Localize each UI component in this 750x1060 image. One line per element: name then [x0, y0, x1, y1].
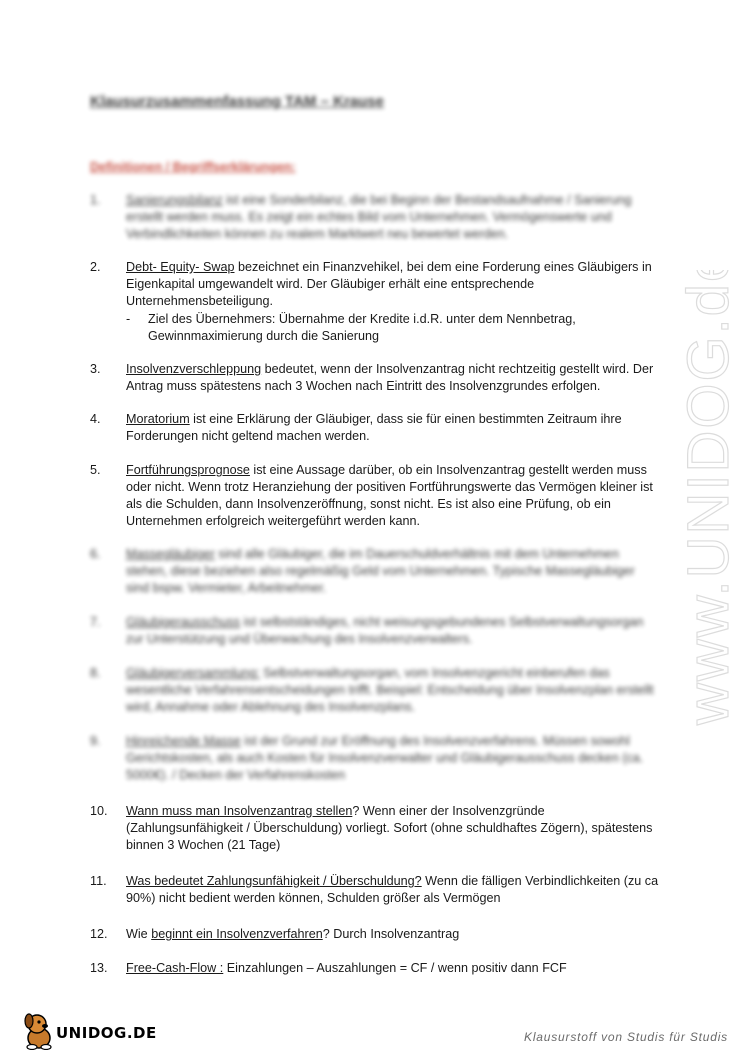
list-item — [90, 960, 660, 977]
list-item — [90, 462, 660, 530]
item-number: 13. — [90, 961, 108, 975]
item-text: ist der Grund zur Eröffnung des Insolvenzverfahrens. Müssen sowohl Gerichtskosten, als auch Kosten für Insolvenzverwalter und Gläubigerausschuss decken (ca. 5000€). / Decken der Verfahrenskosten — [126, 734, 644, 782]
item-term: Was bedeutet Zahlungsunfähigkeit / Überschuldung? — [126, 874, 422, 888]
item-term: Sanierungsbilanz — [126, 193, 223, 207]
item-term: Gläubigerversammlung: — [126, 666, 260, 680]
item-text: ist selbstständiges, nicht weisungsgebundenes Selbstverwaltungsorgan zur Unterstützung und Überwachung des Insolvenzverwalters. — [126, 615, 644, 646]
list-item — [90, 926, 660, 943]
item-text: sind alle Gläubiger, die im Dauerschuldverhältnis mit dem Unternehmen stehen, diese beziehen also regelmäßig Geld vom Unternehmen. Typische Massegläubiger sind bspw. Vermieter, Arbeitnehmer. — [126, 547, 635, 595]
item-term: Debt- Equity- Swap — [126, 260, 235, 274]
item-text: ist eine Sonderbilanz, die bei Beginn der Bestandsaufnahme / Sanierung erstellt werden muss. Es zeigt ein echtes Bild vom Unternehmen. Vermögenswerte und Verbindlichkeiten können zu realem Marktwert neu bewertet werden. — [126, 193, 632, 241]
item-number: 5. — [90, 463, 101, 477]
item-term: Gläubigerausschuss — [126, 615, 241, 629]
item-term: Wann muss man Insolvenzantrag stellen — [126, 804, 353, 818]
item-prefix: Wie — [126, 927, 152, 941]
footer-logo — [22, 1012, 162, 1052]
item-number: 2. — [90, 260, 101, 274]
dog-icon — [22, 1012, 56, 1050]
item-number: 9. — [90, 734, 101, 748]
item-text: bezeichnet ein Finanzvehikel, bei dem eine Forderung eines Gläubigers in Eigenkapital umgewandelt wird. Der Gläubiger erhält eine entsprechende Unternehmensbeteiligung. — [126, 260, 652, 308]
item-number: 12. — [90, 927, 108, 941]
list-item — [90, 665, 660, 716]
item-number: 6. — [90, 547, 101, 561]
item-term: Hinreichende Masse — [126, 734, 241, 748]
dash-bullet: - — [126, 312, 131, 326]
item-number: 8. — [90, 666, 101, 680]
logo-text: UNIDOG.DE — [56, 1024, 157, 1042]
list-item — [90, 192, 660, 243]
item-text: Wenn die fälligen Verbindlichkeiten (zu ca 90%) nicht bedient werden können, Schulden größer als Vermögen — [126, 874, 659, 905]
sub-bullet — [126, 311, 660, 345]
item-term: Moratorium — [126, 412, 190, 426]
footer-tagline: Klausurstoff von Studis für Studis — [524, 1030, 728, 1044]
item-number: 4. — [90, 412, 101, 426]
item-term: Massegläubiger — [126, 547, 215, 561]
item-text: bedeutet, wenn der Insolvenzantrag nicht rechtzeitig gestellt wird. Der Antrag muss spätestens nach 3 Wochen nach Eintritt des Insolvenzgrundes erfolgen. — [126, 362, 654, 393]
item-term: Fortführungsprognose — [126, 463, 250, 477]
item-text: ist eine Erklärung der Gläubiger, dass sie für einen bestimmten Zeitraum ihre Forderungen nicht geltend machen werden. — [126, 412, 622, 443]
item-term: beginnt ein Insolvenzverfahren — [151, 927, 323, 941]
item-text: ist eine Aussage darüber, ob ein Insolvenzantrag gestellt werden muss oder nicht. Wenn trotz Heranziehung der positiven Fortführungswerte das Vermögen kleiner ist als die Schulden, dann Insolvenzeröffnung, sonst nicht. Es ist also eine Prüfung, ob ein Unternehmen erfolgreich weitergeführt werden kann. — [126, 463, 653, 528]
list-item — [90, 411, 660, 445]
item-number: 1. — [90, 193, 101, 207]
item-number: 7. — [90, 615, 101, 629]
item-text: Selbstverwaltungsorgan, vom Insolvenzgericht einberufen das wesentliche Verfahrensentscheidungen trifft. Beispiel: Entscheidung über Insolvenzplan erstellt wird, Annahme oder Ablehnung des Insolvenzplans. — [126, 666, 654, 714]
document-title: Klausurzusammenfassung TAM – Krause — [90, 93, 384, 110]
list-item — [90, 873, 660, 907]
list-item — [90, 614, 660, 648]
list-item — [90, 803, 660, 854]
watermark-text: www.UNIDOG.de — [676, 270, 741, 725]
list-item — [90, 546, 660, 597]
item-text: ? Durch Insolvenzantrag — [322, 927, 460, 941]
sub-bullet-text: Ziel des Übernehmers: Übernahme der Kredite i.d.R. unter dem Nennbetrag, Gewinnmaximierung durch die Sanierung — [148, 312, 576, 343]
item-number: 11. — [90, 874, 107, 888]
item-term: Free-Cash-Flow : — [126, 961, 224, 975]
item-term: Insolvenzverschleppung — [126, 362, 262, 376]
list-item — [90, 361, 660, 395]
list-item — [90, 259, 660, 345]
item-number: 3. — [90, 362, 101, 376]
section-heading: Definitionen / Begriffserklärungen: — [90, 160, 296, 174]
list-item — [90, 733, 660, 784]
item-text: Einzahlungen – Auszahlungen = CF / wenn positiv dann FCF — [223, 961, 567, 975]
item-text: ? Wenn einer der Insolvenzgründe (Zahlungsunfähigkeit / Überschuldung) vorliegt. Sofort (ohne schuldhaftes Zögern), spätestens binnen 3 Wochen (21 Tage) — [126, 804, 653, 852]
item-number: 10. — [90, 804, 108, 818]
